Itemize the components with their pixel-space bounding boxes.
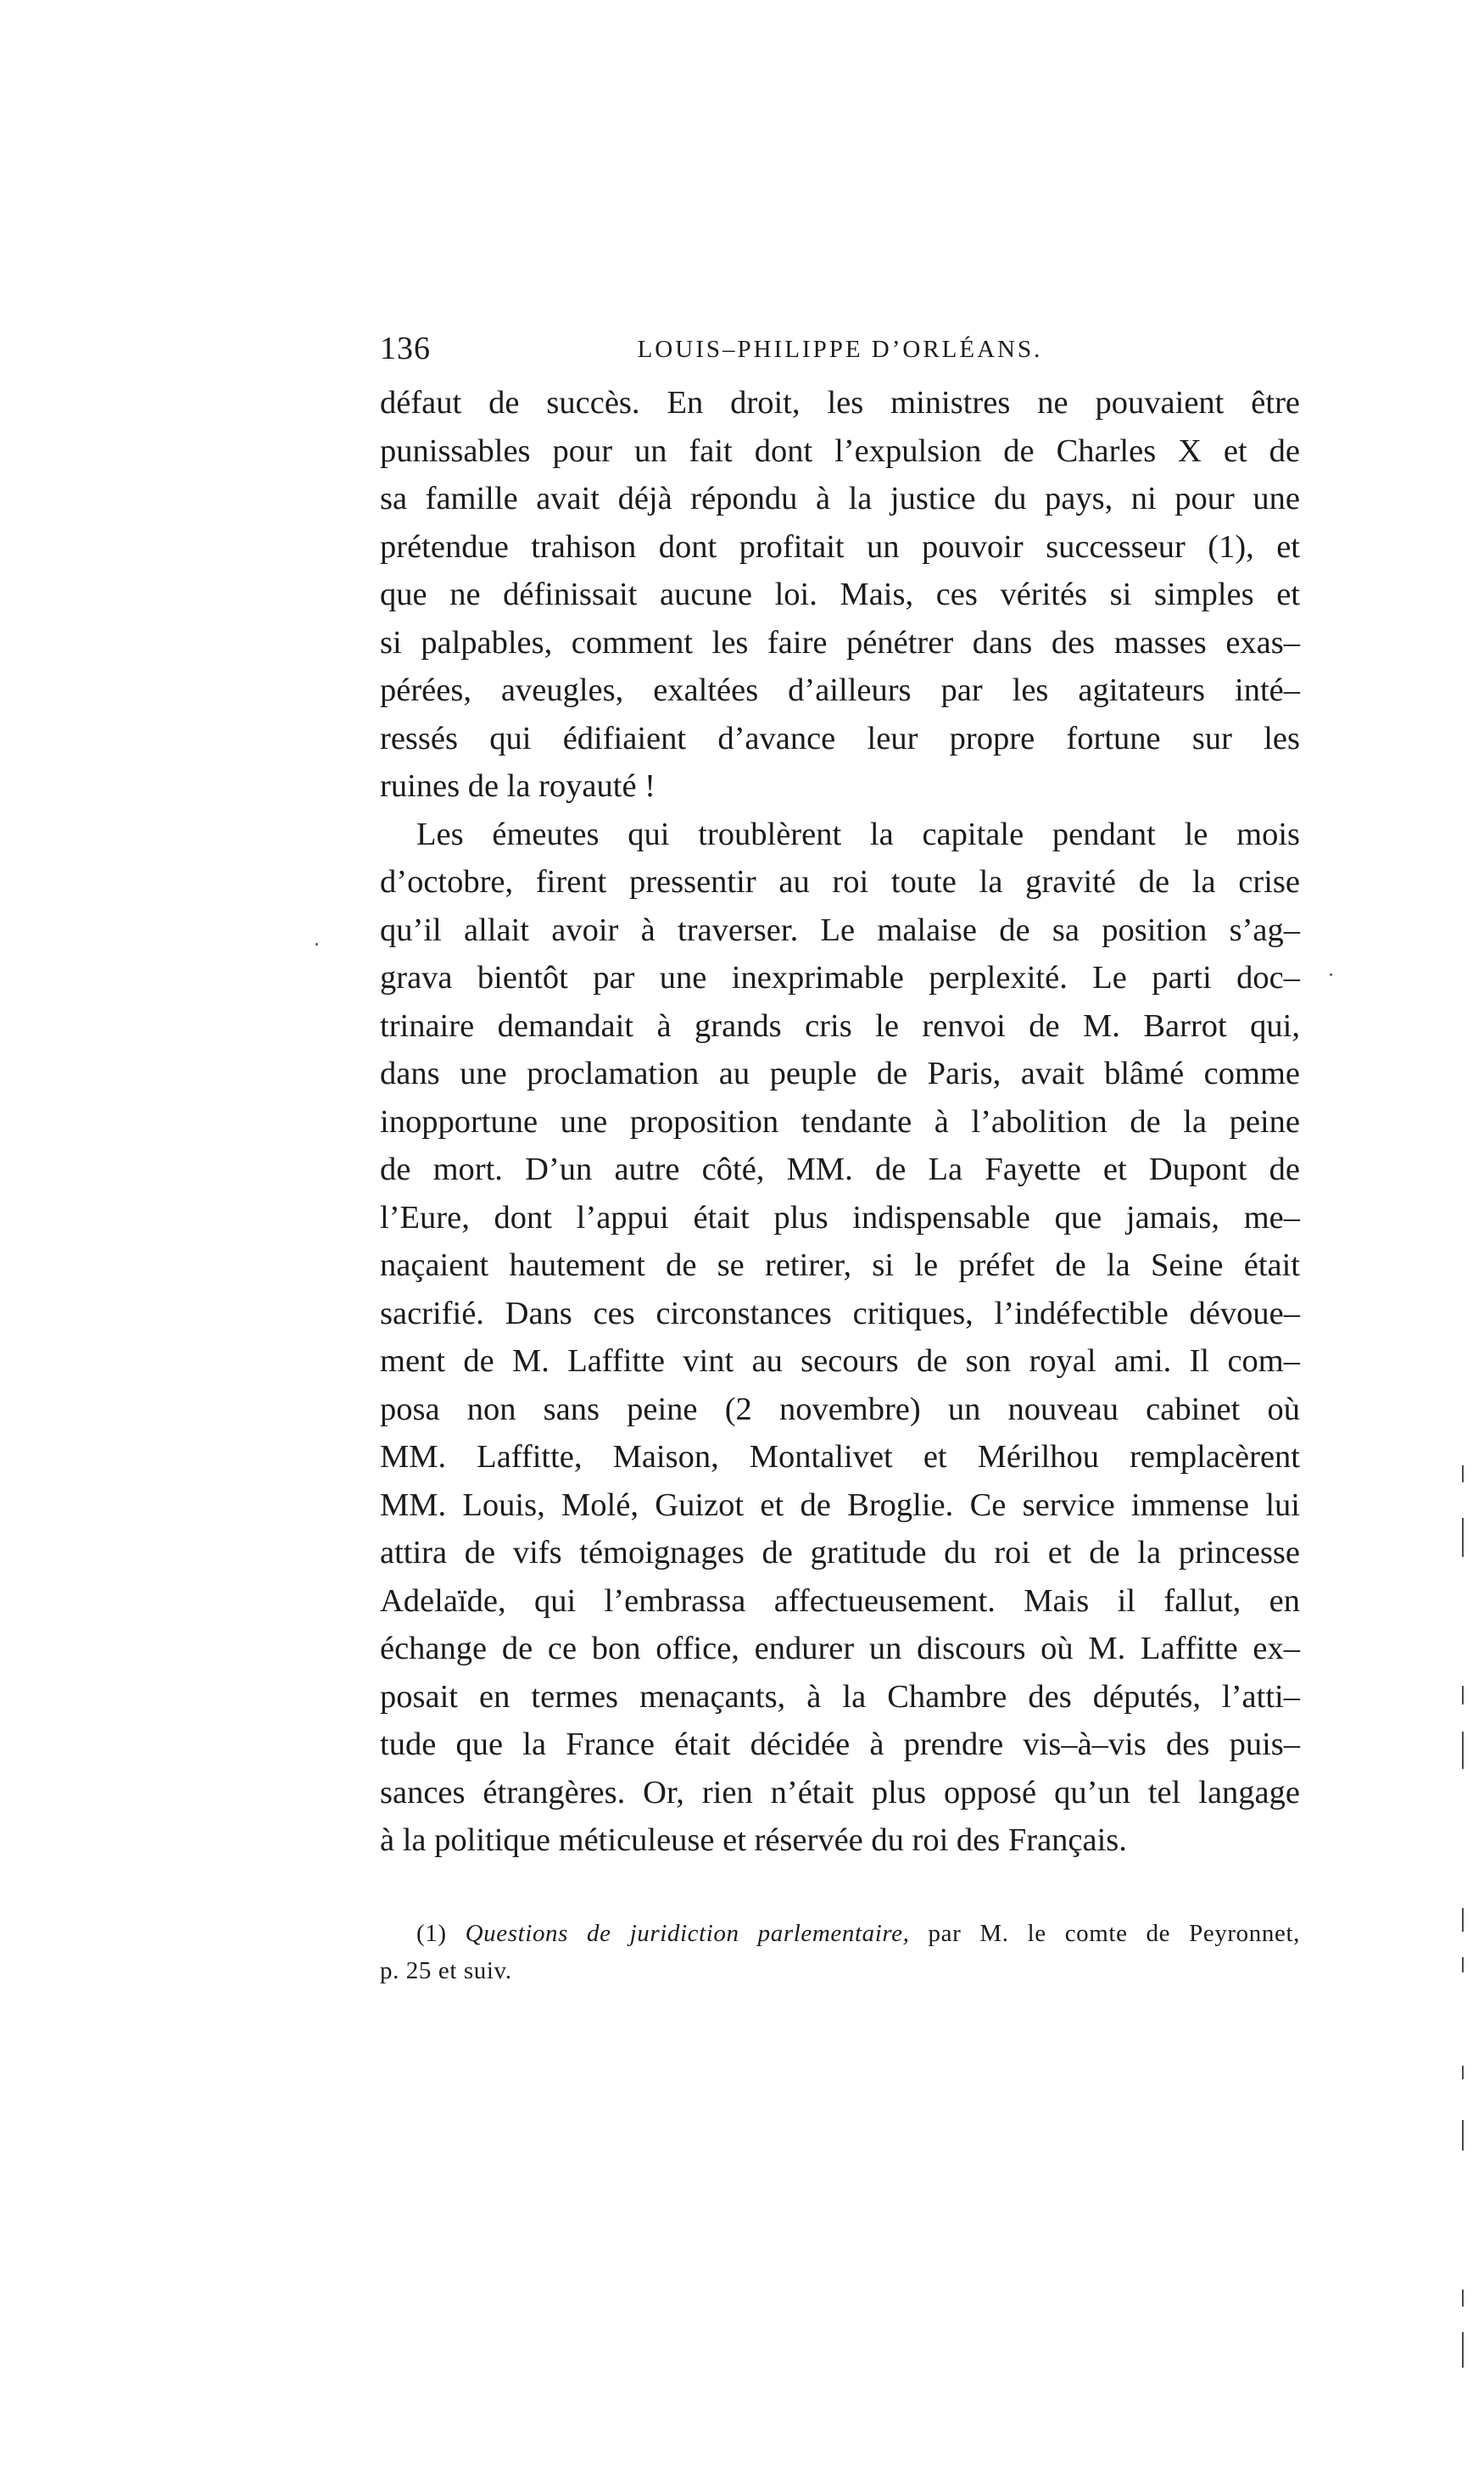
text-line: inopportune une proposition tendante à l’abolition de la peine [380, 1103, 1300, 1140]
text-line: que ne définissait aucune loi. Mais, ces vérités si simples et [380, 577, 1300, 612]
text-line: naçaient hautement de se retirer, si le préfet de la Seine était [380, 1247, 1300, 1283]
margin-artifact [1462, 2290, 1464, 2307]
text-line: sa famille avait déjà répondu à la justice du pays, ni pour une [380, 481, 1300, 516]
text-line: l’Eure, dont l’appui était plus indispensable que jamais, me– [380, 1199, 1300, 1236]
footnote-text: par M. le comte de Peyronnet, [928, 1920, 1300, 1947]
text-line: qu’il allait avoir à traverser. Le malaise de sa position s’ag– [380, 912, 1300, 948]
running-head [380, 327, 1300, 370]
text-line: tude que la France était décidée à prendre vis–à–vis des puis– [380, 1727, 1300, 1762]
margin-artifact [315, 943, 318, 946]
margin-artifact [1462, 2332, 1464, 2368]
text-line: MM. Louis, Molé, Guizot et de Broglie. Ce service immense lui [380, 1487, 1300, 1523]
footnote-line: p. 25 et suiv. [380, 1957, 512, 1984]
text-line: ressés qui édifiaient d’avance leur propre fortune sur les [380, 720, 1300, 756]
footnote [380, 1915, 1300, 1989]
text-line: dans une proclamation au peuple de Paris, avait blâmé comme [380, 1056, 1300, 1091]
text-line: trinaire demandait à grands cris le renvoi de M. Barrot qui, [380, 1007, 1300, 1044]
text-line: d’octobre, firent pressentir au roi toute la gravité de la crise [380, 864, 1300, 900]
text-line: sacrifié. Dans ces circonstances critiques, l’indéfectible dévoue– [380, 1295, 1300, 1331]
margin-artifact [1462, 1732, 1464, 1769]
text-line: ment de M. Laffitte vint au secours de son royal ami. Il com– [380, 1343, 1300, 1379]
text-line: attira de vifs témoignages de gratitude du roi et de la princesse [380, 1535, 1300, 1570]
margin-artifact [1462, 2120, 1464, 2151]
text-line: grava bientôt par une inexprimable perplexité. Le parti doc– [380, 960, 1300, 996]
margin-artifact [1462, 1518, 1464, 1557]
text-line: posa non sans peine (2 novembre) un nouveau cabinet où [380, 1391, 1300, 1427]
margin-artifact [1462, 1908, 1464, 1932]
footnote-title: Questions de juridiction parlementaire, [465, 1920, 910, 1947]
text-line: posait en termes menaçants, à la Chambre des députés, l’atti– [380, 1678, 1300, 1715]
text-line: Adelaïde, qui l’embrassa affectueusement. Mais il fallut, en [380, 1582, 1300, 1619]
running-title: LOUIS–PHILIPPE D’ORLÉANS. [637, 336, 1043, 363]
text-line: sances étrangères. Or, rien n’était plus opposé qu’un tel langage [380, 1774, 1300, 1810]
text-line: MM. Laffitte, Maison, Montalivet et Mérilhou remplacèrent [380, 1439, 1300, 1475]
margin-artifact [1462, 1957, 1464, 1972]
text-line: si palpables, comment les faire pénétrer dans des masses exas– [380, 624, 1300, 661]
text-line: punissables pour un fait dont l’expulsion de Charles X et de [380, 432, 1300, 469]
margin-artifact [1462, 2066, 1464, 2079]
text-line: ruines de la royauté ! [380, 768, 656, 804]
text-line: Les émeutes qui troublèrent la capitale pendant le mois [416, 816, 1300, 852]
margin-artifact [1462, 1465, 1464, 1482]
main-text [380, 379, 1300, 1865]
footnote-line [380, 1915, 1300, 1952]
margin-artifact [1462, 1686, 1464, 1704]
margin-artifact [1330, 974, 1332, 976]
page-number: 136 [380, 331, 431, 366]
text-line: échange de ce bon office, endurer un discours où M. Laffitte ex– [380, 1631, 1300, 1666]
text-line: pérées, aveugles, exaltées d’ailleurs par les agitateurs inté– [380, 672, 1300, 708]
footnote-marker: (1) [416, 1920, 447, 1947]
text-line: à la politique méticuleuse et réservée du roi des Français. [380, 1822, 1127, 1858]
text-line: prétendue trahison dont profitait un pouvoir successeur (1), et [380, 528, 1300, 565]
text-line: défaut de succès. En droit, les ministres ne pouvaient être [380, 385, 1300, 421]
text-line: de mort. D’un autre côté, MM. de La Fayette et Dupont de [380, 1152, 1300, 1187]
